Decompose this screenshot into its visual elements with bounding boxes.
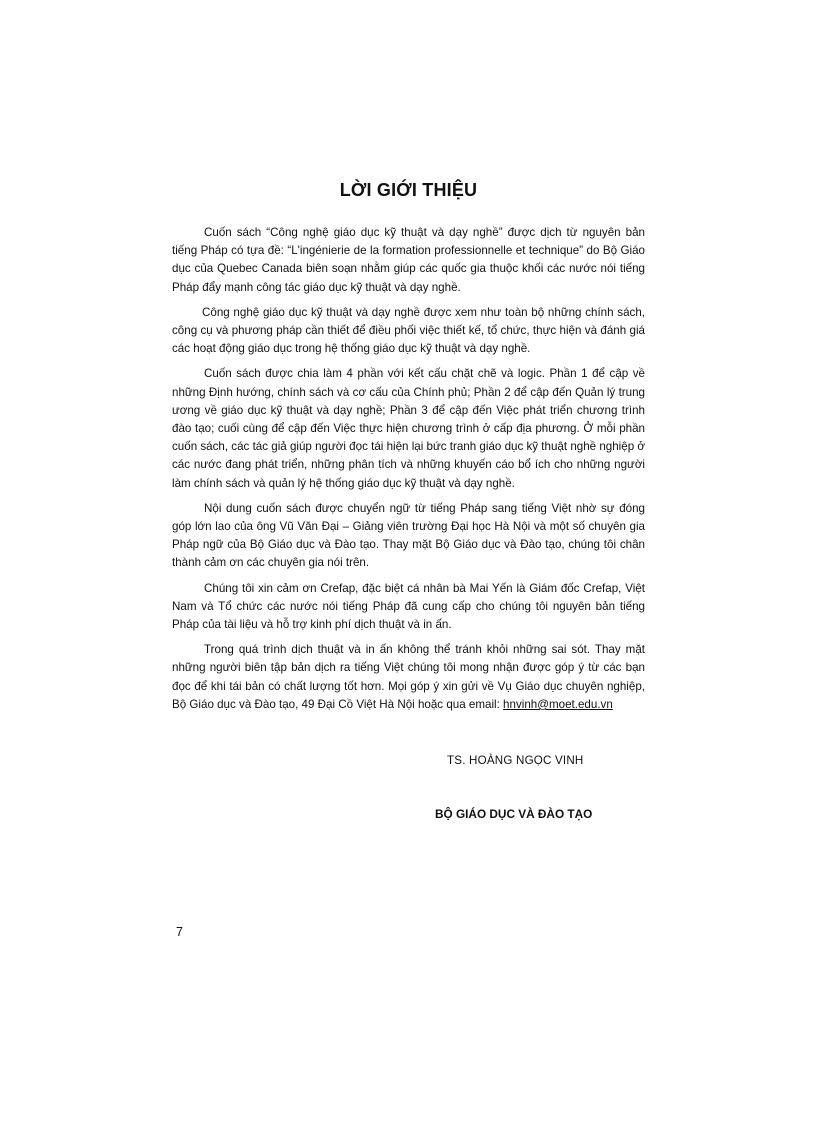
- paragraph-3: Cuốn sách được chia làm 4 phần với kết cấu chặt chẽ và logic. Phần 1 để cập về những Định hướng, chính sách và cơ cấu của Chính phủ; Phần 2 để cập đến Quản lý trung ương về giáo dục kỹ thuật và dạy nghề; Phần 3 để cập đến Việc phát triển chương trình đào tạo; cuối cùng để cập đến Việc thực hiện chương trình ở cấp địa phương. Ở mỗi phần cuốn sách, các tác giả giúp người đọc tái hiện lại bức tranh giáo dục kỹ thuật nghề nghiệp ở các nước đang phát triển, những phân tích và những khuyến cáo bổ ích cho những người làm chính sách và quản lý hệ thống giáo dục kỹ thuật và dạy nghề.: [172, 367, 645, 490]
- paragraph-5: Chúng tôi xin cảm ơn Crefap, đặc biệt cá nhân bà Mai Yến là Giám đốc Crefap, Việt Nam và Tổ chức các nước nói tiếng Pháp đã cung cấp cho chúng tôi nguyên bản tiếng Pháp của tài liệu và hỗ trợ kinh phí dịch thuật và in ấn.: [172, 581, 645, 632]
- email-link[interactable]: hnvinh@moet.edu.vn: [503, 697, 613, 711]
- signature-organization: BỘ GIÁO DỤC VÀ ĐÀO TẠO: [435, 807, 593, 821]
- page-number: 7: [176, 925, 183, 939]
- paragraph-1: Cuốn sách “Công nghệ giáo dục kỹ thuật và dạy nghề” được dịch từ nguyên bản tiếng Pháp có tựa đề: “L'ingénierie de la formation professionnelle et technique” do Bộ Giáo dục của Quebec Canada biên soạn nhằm giúp các quốc gia thuộc khối các nước nói tiếng Pháp đẩy mạnh công tác giáo dục kỹ thuật và dạy nghề.: [172, 226, 645, 294]
- paragraph-6: [172, 641, 645, 714]
- paragraph-6-text: Trong quá trình dịch thuật và in ấn không thể tránh khỏi những sai sót. Thay mặt những người biên tập bản dịch ra tiếng Việt chúng tôi mong nhận được góp ý từ các bạn đọc để khi tái bản có chất lượng tốt hơn. Mọi góp ý xin gửi về Vụ Giáo dục chuyên nghiệp, Bộ Giáo dục và Đào tạo, 49 Đại Cồ Việt Hà Nội hoặc qua email:: [172, 643, 645, 711]
- body-text: [172, 224, 645, 721]
- paragraph-4: Nội dung cuốn sách được chuyển ngữ từ tiếng Pháp sang tiếng Việt nhờ sự đóng góp lớn lao của ông Vũ Văn Đại – Giảng viên trường Đại học Hà Nội và một số chuyên gia Pháp ngữ của Bộ Giáo dục và Đào tạo. Thay mặt Bộ Giáo dục và Đào tạo, chúng tôi chân thành cảm ơn các chuyên gia nói trên.: [172, 501, 645, 570]
- signature-name: TS. HOÀNG NGỌC VINH: [447, 754, 584, 767]
- page-title: LỜI GIỚI THIỆU: [339, 180, 478, 200]
- paragraph-2: Công nghệ giáo dục kỹ thuật và dạy nghề được xem như toàn bộ những chính sách, công cụ và phương pháp cần thiết để điều phối việc thiết kế, tổ chức, thực hiện và đánh giá các hoạt động giáo dục trong hệ thống giáo dục kỹ thuật và dạy nghề.: [172, 305, 645, 356]
